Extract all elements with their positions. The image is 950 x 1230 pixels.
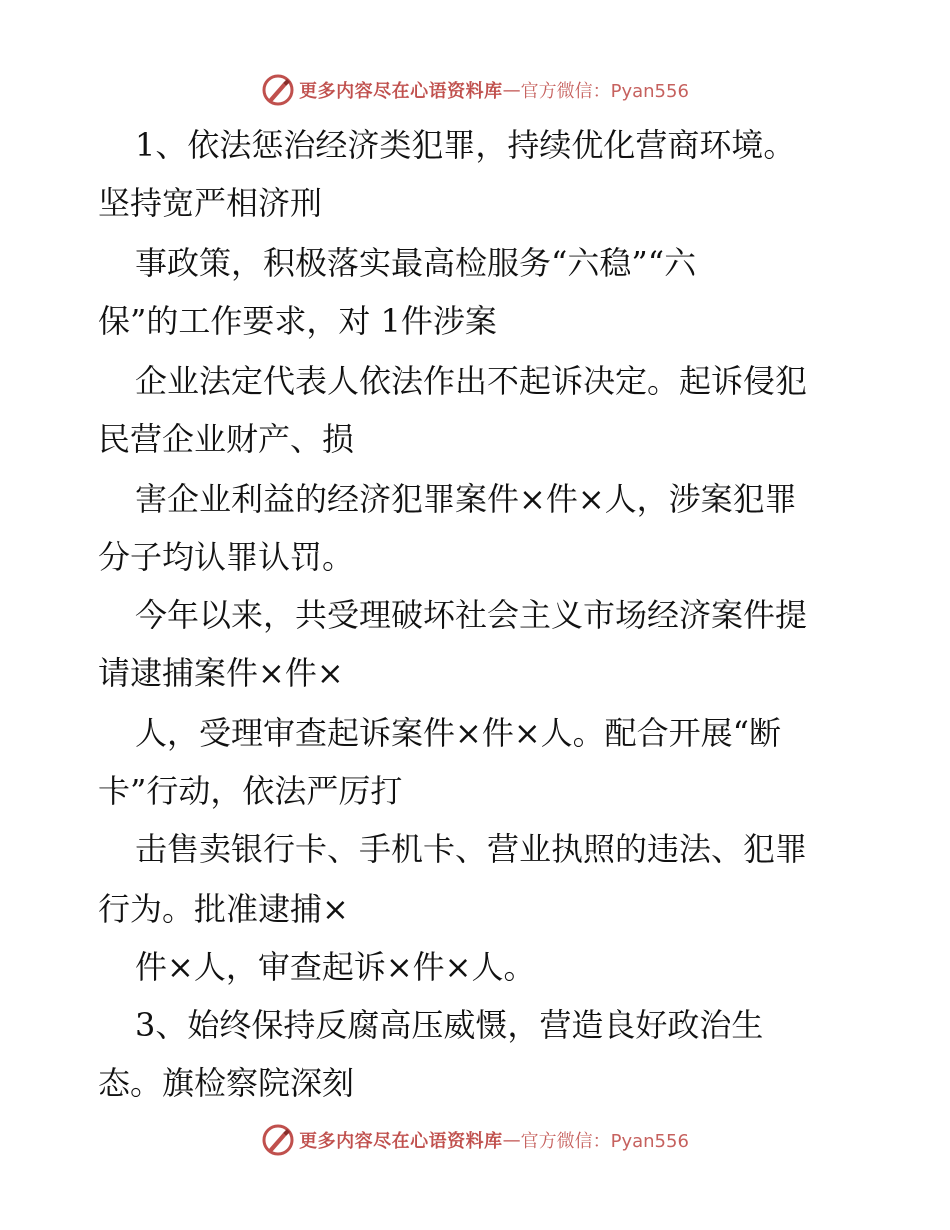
watermark-wechat-text: 官方微信：Pyan556 (520, 81, 689, 102)
watermark-brand-text: 更多内容尽在心语资料库 (299, 1131, 503, 1152)
paragraph-line-15: 件×人，审查起诉×件×人。 (135, 948, 536, 986)
paragraph-line-8: 分子均认罪认罚。 (98, 538, 355, 576)
header-watermark (0, 70, 950, 110)
watermark-wechat-text: 官方微信：Pyan556 (520, 1131, 689, 1152)
paragraph-line-2: 坚持宽严相济刑 (98, 184, 323, 222)
watermark-separator: — (502, 79, 521, 101)
paragraph-line-9: 今年以来，共受理破坏社会主义市场经济案件提 (135, 596, 808, 634)
watermark-brand-text: 更多内容尽在心语资料库 (299, 81, 503, 102)
paragraph-line-1: 1、依法惩治经济类犯罪，持续优化营商环境。 (135, 126, 796, 164)
paragraph-line-5: 企业法定代表人依法作出不起诉决定。起诉侵犯 (135, 362, 808, 400)
paragraph-line-3: 事政策，积极落实最高检服务“六稳”“六 (135, 244, 697, 282)
paragraph-line-6: 民营企业财产、损 (98, 420, 355, 458)
pen-logo-icon (261, 1123, 295, 1157)
footer-watermark (0, 1120, 950, 1160)
paragraph-line-7: 害企业利益的经济犯罪案件×件×人，涉案犯罪 (135, 480, 797, 518)
paragraph-line-11: 人，受理审查起诉案件×件×人。配合开展“断 (135, 714, 781, 752)
paragraph-line-12: 卡”行动，依法严厉打 (98, 772, 403, 810)
watermark-separator: — (502, 1129, 521, 1151)
paragraph-line-17: 态。旗检察院深刻 (98, 1064, 355, 1102)
paragraph-line-14: 行为。批准逮捕× (98, 890, 349, 928)
pen-logo-icon (261, 73, 295, 107)
paragraph-line-13: 击售卖银行卡、手机卡、营业执照的违法、犯罪 (135, 830, 808, 868)
paragraph-line-10: 请逮捕案件×件× (98, 654, 344, 692)
paragraph-line-4: 保”的工作要求，对 1件涉案 (98, 302, 497, 340)
paragraph-line-16: 3、始终保持反腐高压威慑，营造良好政治生 (135, 1006, 764, 1044)
